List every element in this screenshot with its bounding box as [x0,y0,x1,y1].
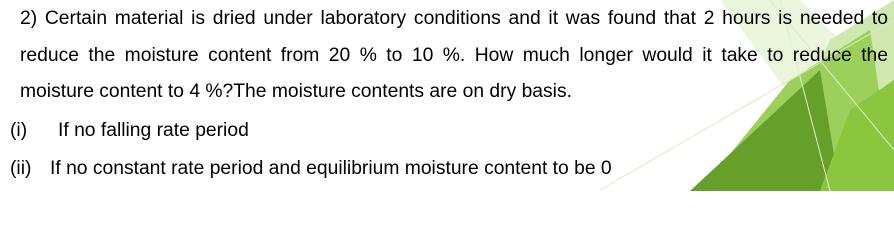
case-1-number: (i) [10,120,28,141]
case-2-number: (ii) [10,158,32,179]
case-2-text: If no constant rate period and equilibrium moisture content to be 0 [50,158,612,179]
case-1-text: If no falling rate period [58,120,249,141]
problem-statement: 2) Certain material is dried under laboratory conditions and it was found that 2 hours is needed to reduce the moisture content from 20 % to 10 %. How much longer would it take to reduce the moisture content to 4 %?The moisture contents are on dry basis. [20,8,888,102]
